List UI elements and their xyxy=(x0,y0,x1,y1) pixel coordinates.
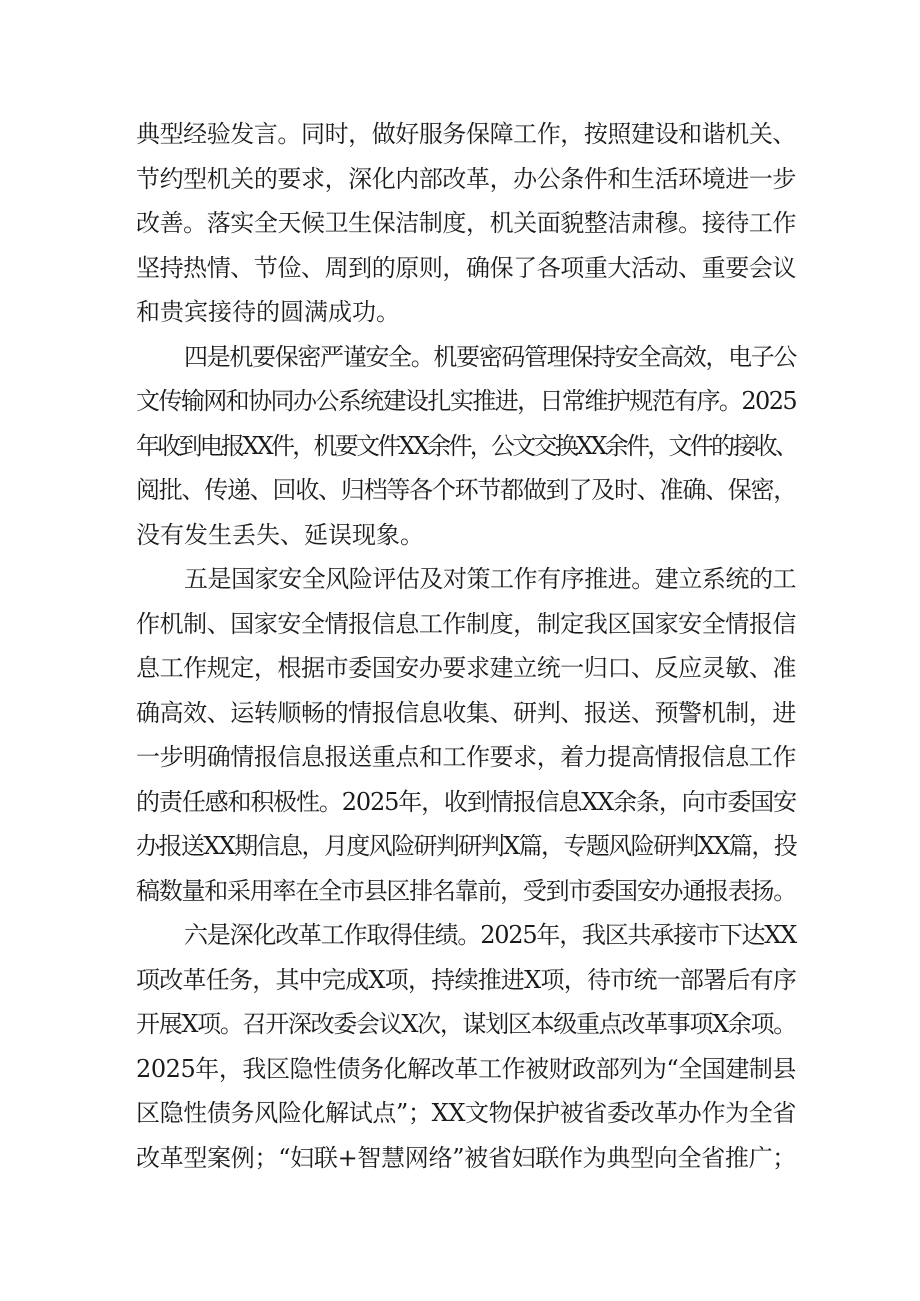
text-line: 改善。落实全天候卫生保洁制度，机关面貌整洁肃穆。接待工作 xyxy=(136,209,796,237)
text-line: 作机制、国家安全情报信息工作制度，制定我区国家安全情报信 xyxy=(136,609,796,638)
text-line: 年收到电报XX件，机要文件XX余件，公文交换XX余件，文件的接收、 xyxy=(136,431,797,460)
text-line: 确高效、运转顺畅的情报信息收集、研判、报送、预警机制，进 xyxy=(136,698,796,727)
text-line: 息工作规定，根据市委国安办要求建立统一归口、反应灵敏、准 xyxy=(136,654,796,682)
text-line: 改革型案例；“妇联+智慧网络”被省妇联作为典型向全省推广； xyxy=(136,1143,796,1172)
text-line: 阅批、传递、回收、归档等各个环节都做到了及时、准确、保密， xyxy=(136,476,797,504)
text-line: 坚持热情、节俭、周到的原则，确保了各项重大活动、重要会议 xyxy=(136,253,796,282)
text-line: 节约型机关的要求，深化内部改革，办公条件和生活环境进一步 xyxy=(136,164,796,193)
paragraph-service xyxy=(136,112,796,335)
paragraph-reform xyxy=(136,913,796,1180)
text-line: 典型经验发言。同时，做好服务保障工作，按照建设和谐机关、 xyxy=(136,120,796,148)
text-line: 稿数量和采用率在全市县区排名靠前，受到市委国安办通报表扬。 xyxy=(136,876,797,905)
text-line: 的责任感和积极性。2025年，收到情报信息XX余条，向市委国安 xyxy=(136,787,796,816)
paragraph-confidential xyxy=(136,335,796,558)
text-line: 六是深化改革工作取得佳绩。2025年，我区共承接市下达XX xyxy=(184,921,796,949)
text-line: 开展X项。召开深改委会议X次，谋划区本级重点改革事项X余项。 xyxy=(136,1010,796,1038)
text-line: 一步明确情报信息报送重点和工作要求，着力提高情报信息工作 xyxy=(136,743,796,771)
text-line: 2025年，我区隐性债务化解改革工作被财政部列为“全国建制县 xyxy=(136,1054,796,1083)
text-line: 办报送XX期信息，月度风险研判研判X篇，专题风险研判XX篇，投 xyxy=(136,832,797,860)
text-line: 区隐性债务风险化解试点”；XX文物保护被省委改革办作为全省 xyxy=(136,1099,796,1127)
paragraph-security xyxy=(136,557,796,913)
text-line: 和贵宾接待的圆满成功。 xyxy=(136,298,400,326)
text-line: 文传输网和协同办公系统建设扎实推进，日常维护规范有序。2025 xyxy=(136,387,797,415)
text-line: 五是国家安全风险评估及对策工作有序推进。建立系统的工 xyxy=(184,565,797,593)
text-line: 四是机要保密严谨安全。机要密码管理保持安全高效，电子公 xyxy=(184,342,797,371)
text-line: 项改革任务，其中完成X项，持续推进X项，待市统一部署后有序 xyxy=(136,965,797,994)
document-body xyxy=(136,112,796,1180)
text-line: 没有发生丢失、延误现象。 xyxy=(136,520,424,549)
